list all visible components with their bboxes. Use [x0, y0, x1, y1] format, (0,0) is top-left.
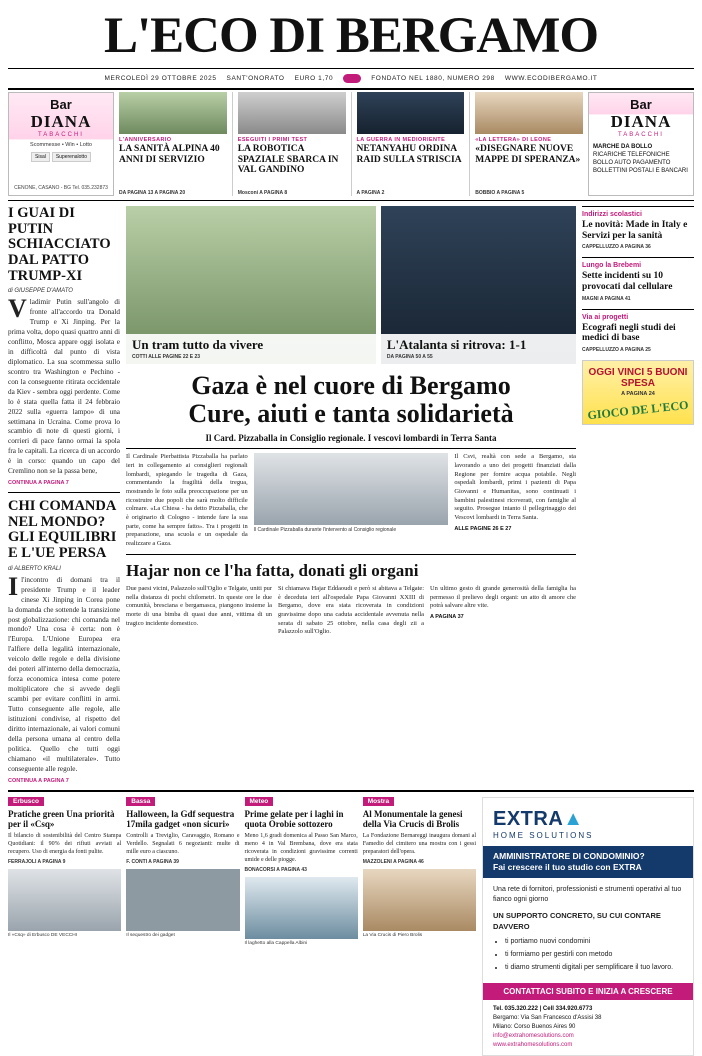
editorial-2-text: l'incontro di domani tra il presidente Trump e il leader cinese Xi Jinping in Corea pone la domanda che sottende la transizione post globalizzazione: chi comanda nel mondo? Una cosa è certa: non è l'Europa. L'Unione Europea era l'alfiere della legalità internazionale, veicolo delle regole e della divisione dei poteri all'interno della democrazia, forza economica intesa come potere moltiplicatore che si avvede degli scambi per evitare conflitti in armi. Tutto conseguente alle regole, alle istituzioni condivise, al rispetto del diritto internazionale, ai valori comuni della persona umana al centro della politica. Quello che tutti oggi chiamano «il multilaterale». Tutto conseguente alle regole. [8, 575, 120, 773]
second-story-col-2: Si chiamava Hajar Eddaoudi e però si abitava a Telgate: è deceduta ieri all'ospedale Papa Giovanni XXIII di Bergamo, dove era stata ricoverata in condizioni gravissime dopo una caduta accidentale avvenuta nella serata di sabato 25 ottobre, nella casa degli zii a Palazzolo sull'Oglio. [278, 584, 424, 636]
teaser-title-0: LA SANITÀ ALPINA 40 ANNI DI SERVIZIO [119, 144, 220, 165]
brief-title-1: Halloween, la Gdf sequestra 17mila gadget «non sicuri» [126, 808, 235, 829]
hero-photo-1[interactable] [381, 206, 576, 364]
bottom-ad-email[interactable]: info@extrahomesolutions.com [493, 1033, 574, 1040]
editorial-2-title[interactable]: CHI COMANDA NEL MONDO? GLI EQUILIBRI E L'UE PERSA [8, 498, 117, 562]
hero-ref-0: COTTI ALLE PAGINE 22 E 23 [132, 354, 201, 361]
brief-title-0: Pratiche green Una priorità per il «Csq» [8, 808, 115, 829]
promo-logo: GIOCO DE L'ECO [586, 397, 690, 423]
brief-3[interactable] [363, 797, 476, 1056]
bottom-ad-bullet-1: • ti formiamo per gestirli con metodo [505, 950, 683, 960]
editorial-1-title[interactable]: I GUAI DI PUTIN SCHIACCIATO DAL PATTO TRUMP-XI [8, 205, 111, 284]
lead-headline-line1: Gaza è nel cuore di Bergamo [191, 371, 511, 401]
second-story-body [126, 585, 576, 637]
second-story-col-3-text: Un ultimo gesto di grande generosità della famiglia ha permesso il prelievo degli organi: un atto di amore che potrà salvare altre vite. [430, 584, 576, 610]
hero-title-0: Un tram tutto da vivere [132, 337, 264, 353]
brief-ref-0: FERRAJOLI A PAGINA 9 [8, 858, 66, 865]
ad-left-line3: TABACCHI [38, 132, 84, 139]
brief-image-2 [245, 877, 358, 939]
ad-left-line2: DIANA [30, 112, 92, 132]
brief-image-0 [8, 869, 121, 931]
right-box-kicker-2: Via ai progetti [582, 313, 629, 321]
teaser-ref-1: Mosconi A PAGINA 8 [237, 190, 288, 197]
teaser-2[interactable] [352, 92, 471, 196]
lead-col-2 [454, 453, 576, 549]
left-column [8, 206, 120, 784]
brief-text-2: Meno 1,6 gradi domenica al Passo San Marco, meno 4 in Val Brembana, dove era stata ricoverata in condizioni gravissime correnti umide e delle piogge. [244, 832, 358, 863]
bottom-ad-bullet-2: • ti diamo strumenti digitali per semplificare il tuo lavoro. [505, 963, 683, 973]
dateline [8, 69, 694, 88]
ad-right[interactable] [588, 92, 694, 196]
brief-caption-3: La Via Crucis di Piero Brolis [362, 932, 423, 938]
brief-text-0: Il bilancio di sostenibilità del Centro Stampa Quotidiani: il 90% dei rifiuti avviati al recupero. Uso di energia da fonti pulite. [8, 832, 122, 855]
hero-photo-0[interactable] [126, 206, 376, 364]
brief-title-3: Al Monumentale la genesi della Via Crucis di Brolis [362, 808, 463, 829]
ad-right-head: MARCHE DA BOLLO [593, 143, 653, 150]
bottom-ad-tel[interactable]: Tel. 035.320.222 | Cell 334.920.6773 [493, 1006, 593, 1013]
right-box-kicker-1: Lungo la Brebemi [582, 262, 642, 270]
hero-caption-0 [126, 334, 376, 364]
bottom-advertisement[interactable] [482, 797, 694, 1056]
page-title: L'ECO DI BERGAMO [103, 8, 599, 64]
bottom-ad-contact [483, 1000, 693, 1055]
lead-headline[interactable] [126, 372, 576, 427]
top-teaser-strip [8, 92, 694, 196]
bottom-ad-sub: UN SUPPORTO CONCRETO, SU CUI CONTARE DAVVERO [493, 910, 661, 931]
editorial-2-continue[interactable]: CONTINUA A PAGINA 7 [8, 777, 69, 784]
teaser-image-1 [238, 92, 346, 134]
brief-text-3: La Fondazione Bernareggi inaugura domani al Famedio del cimitero una mostra con i gessi preparatori dell'opera. [362, 832, 476, 855]
ad-right-line1: Bar [630, 97, 652, 113]
teaser-title-2: NETANYAHU ORDINA RAID SULLA STRISCIA [356, 144, 462, 165]
bottom-ad-cta-button[interactable]: CONTATTACI SUBITO E INIZIA A CRESCERE [483, 983, 693, 1000]
promo-line2: A PAGINA 24 [621, 390, 655, 397]
lead-col-2-text: Il Csvi, realtà con sede a Bergamo, sta lavorando a uno dei progetti finanziati dalla Regione per fornire acqua potabile. Negli ospedali lombardi, primi i pazienti di Papa Giovanni e Humanitas, sono continuati i bambini palestinesi ricoverati, con famiglie al seguito. Prosegue intanto il pellegrinaggio dei Vescovi lombardi in Terra Santa. [454, 453, 577, 522]
hero-title-1: L'Atalanta si ritrova: 1-1 [386, 337, 527, 353]
bottom-ad-strip [483, 846, 693, 878]
bottom-ad-body [483, 878, 693, 983]
promo-line1: OGGI VINCI 5 BUONI SPESA [588, 366, 688, 389]
teaser-kicker-2: LA GUERRA IN MEDIORIENTE [356, 137, 446, 144]
teaser-title-1: LA ROBOTICA SPAZIALE SBARCA IN VAL GANDINO [237, 144, 339, 176]
teaser-image-0 [119, 92, 227, 134]
ad-right-line3: TABACCHI [618, 132, 664, 139]
brief-title-2: Prime gelate per i laghi in quota Orobie sottozero [244, 808, 344, 829]
founded-text: FONDATO NEL 1880, NUMERO 298 [371, 75, 495, 83]
bottom-ad-brand2: HOME SOLUTIONS [493, 830, 594, 840]
brief-image-3 [363, 869, 476, 931]
ad-right-text: RICARICHE TELEFONICHE BOLLO AUTO PAGAMENTO BOLLETTINI POSTALI E BANCARI [593, 152, 688, 175]
teaser-image-2 [357, 92, 465, 134]
right-box-2[interactable] [582, 309, 694, 353]
ad-left-line4: Scommesse • Win • Lotto [30, 142, 92, 149]
center-column [126, 206, 576, 784]
editorial-2-author: di ALBERTO KRALI [8, 565, 61, 572]
promo-box[interactable] [582, 360, 694, 425]
lead-photo-wrap [254, 453, 449, 549]
right-box-title-1: Sette incidenti su 10 provocati dal cellulare [582, 271, 673, 292]
lead-col-1: Il Cardinale Pierbattista Pizzaballa ha parlato ieri in collegamento ai consiglieri regionali lombardi, spiegando le tragedia di Gaza, commentando la fragilità della tregua, mostrando le foto sulla preoccupazione per un ricostruire due popoli che sarà molto difficile colmare. «La Chiesa - ha detto Pizzaballa, che è originario di Cologno - intende fare la sua parte, come ha sempre fatto». Tra i progetti in preparazione, una scuola e un ospedale da realizzare a Gaza. [126, 453, 248, 548]
hero-ref-1: DA PAGINA 50 A 55 [386, 354, 433, 361]
lead-subhead: Il Card. Pizzaballa in Consiglio regionale. I vescovi lombardi in Terra Santa [205, 433, 497, 444]
lead-headline-line2: Cure, aiuti e tanta solidarietà [188, 398, 514, 428]
ad-left-contact: CENONE, CASANO - BG Tel. 035.232873 [14, 185, 108, 192]
bottom-ad-addr-2: Milano: Corso Buenos Aires 90 [493, 1024, 576, 1031]
saint-text: SANT'ONORATO [226, 75, 285, 83]
brief-tag-2: Meteo [245, 797, 274, 806]
brief-image-1 [126, 869, 239, 931]
brief-tag-3: Mostra [363, 797, 394, 806]
date-text: MERCOLEDÌ 29 OTTOBRE 2025 [104, 75, 217, 83]
teaser-kicker-0: L'ANNIVERSARIO [119, 137, 172, 144]
main-content [8, 206, 694, 784]
second-story-ref[interactable]: A PAGINA 37 [430, 613, 464, 620]
teaser-title-3: «DISEGNARE NUOVE MAPPE DI SPERANZA» [475, 144, 581, 165]
right-box-1[interactable] [582, 257, 694, 301]
bottom-ad-brand-text: EXTRA [493, 807, 564, 830]
brief-tag-0: Erbusco [8, 797, 44, 806]
triangle-icon: ▲ [563, 807, 584, 830]
right-box-ref-1: MAGNI A PAGINA 41 [582, 295, 631, 302]
ad-left-line1: Bar [50, 97, 72, 113]
teaser-image-3 [475, 92, 583, 134]
right-box-title-2: Ecografi negli studi dei medici di base [582, 322, 676, 344]
second-story-col-3 [430, 585, 576, 637]
bottom-ad-strip-2: Fai crescere il tuo studio con EXTRA [493, 861, 642, 872]
decorative-blob-icon [343, 74, 361, 83]
lead-body [126, 453, 576, 549]
editorial-1-body [8, 294, 120, 477]
price-text: EURO 1,70 [294, 75, 334, 83]
bottom-ad-brand [493, 808, 683, 831]
bottom-ad-bullets [493, 937, 683, 973]
brief-2[interactable] [245, 797, 358, 1056]
editorial-1-text: ladimir Putin sull'angolo di fronte all'accordo tra Donald Trump e Xi Jinping. Per la prima volta, dopo quasi quattro anni di conflitto, Mosca appare oggi isolata e in difficoltà dal punto di vista diplomatico. La sua scommessa sullo scontro tra Washington e Pechino - con la conseguente ritirata occidentale da Kiev - sembra oggi perdente. Come lo è stata quella fatta il 24 febbraio 2022 sulla «guerra lampo» di una settimana in Ucraina. Come prova lo scambio di note di questi giorni, i corrieri di pace fanno ormai la spola fra le capitali. La ricerca di un accordo è in corso: quando un capo del Cremlino non se la passa bene, [8, 298, 120, 476]
lead-photo[interactable] [254, 453, 449, 525]
right-box-ref-0: CAPPELLUZZO A PAGINA 36 [582, 244, 651, 251]
ad-right-line2: DIANA [610, 112, 672, 132]
right-box-0[interactable] [582, 206, 694, 250]
ad-right-body [589, 140, 693, 178]
bottom-briefs [8, 797, 476, 1056]
teaser-1[interactable] [233, 92, 352, 196]
ad-left[interactable] [8, 92, 114, 196]
bottom-ad-bullet-0: • ti portiamo nuovi condomini [505, 937, 683, 947]
bottom-section [8, 790, 694, 1056]
editorial-1-author: di GIUSEPPE D'AMATO [8, 288, 73, 295]
brief-ref-1: F. CONTI A PAGINA 39 [126, 858, 179, 865]
bottom-ad-addr-1: Bergamo: Via San Francesco d'Assisi 38 [493, 1015, 602, 1022]
bottom-ad-intro: Una rete di fornitori, professionisti e strumenti operativi al tuo fianco ogni giorno [493, 885, 682, 903]
bottom-ad-head [483, 798, 693, 846]
hero-photos [126, 206, 576, 364]
right-box-kicker-0: Indirizzi scolastici [582, 211, 642, 219]
brief-text-1: Controlli a Treviglio, Caravaggio, Romano e Verdello. Segnalati 6 negozianti: multe di mille euro a ciascuno. [126, 832, 240, 855]
editorial-1-dropcap: V [8, 294, 27, 324]
website-link[interactable]: WWW.ECODIBERGAMO.IT [504, 75, 598, 83]
right-box-ref-2: CAPPELLUZZO A PAGINA 25 [582, 346, 651, 353]
right-box-title-0: Le novità: Made in Italy e Servizi per la sanità [582, 220, 688, 241]
teaser-0[interactable] [114, 92, 233, 196]
masthead [8, 6, 694, 90]
bottom-ad-strip-1: AMMINISTRATORE DI CONDOMINIO? [493, 850, 645, 861]
brief-1[interactable] [126, 797, 239, 1056]
right-column [582, 206, 694, 784]
brief-ref-3: MAZZOLENI A PAGINA 46 [362, 858, 424, 865]
teaser-kicker-1: ESEGUITI I PRIMI TEST [237, 137, 308, 144]
brief-ref-2: BONACORSI A PAGINA 43 [244, 866, 307, 873]
teaser-ref-3: BOBBIO A PAGINA 5 [475, 190, 525, 197]
editorial-2-dropcap: I [8, 571, 19, 601]
second-story-col-1: Due paesi vicini, Palazzolo sull'Oglio e Telgate, uniti pur nella distanza di pochi chilometri. In queste ore le due comunità, bresciana e bergamasca, piangono insieme la morte di una bimba di quasi due anni, vittima di un tragico incidente domestico. [126, 584, 272, 627]
brief-caption-1: Il sequestro dei gadget [126, 932, 175, 938]
lead-ref[interactable]: ALLE PAGINE 26 E 27 [454, 525, 512, 532]
brief-caption-2: Il laghetto alla Cappella Albini [244, 940, 308, 946]
bottom-ad-web[interactable]: www.extrahomesolutions.com [493, 1042, 573, 1049]
teaser-ref-0: DA PAGINA 13 A PAGINA 20 [119, 190, 186, 197]
editorial-2-body [8, 571, 120, 775]
ad-left-chip-1: Superenalotto [52, 152, 91, 162]
editorial-1-continue[interactable]: CONTINUA A PAGINA 7 [8, 480, 69, 487]
brief-caption-0: Il «Csq» di Erbusco DE VECCHI [8, 932, 78, 938]
teaser-3[interactable] [470, 92, 588, 196]
lead-photo-caption: Il Cardinale Pizzaballa durante l'intervento al Consiglio regionale [253, 527, 397, 534]
brief-0[interactable] [8, 797, 121, 1056]
hero-caption-1 [381, 334, 576, 364]
teaser-ref-2: A PAGINA 2 [356, 190, 385, 197]
brief-tag-1: Bassa [126, 797, 155, 806]
teaser-kicker-3: «LA LETTERA» DI LEONE [475, 137, 552, 144]
ad-left-chip-0: Sisal [31, 152, 50, 162]
second-story-headline[interactable]: Hajar non ce l'ha fatta, donati gli organi [126, 560, 419, 580]
